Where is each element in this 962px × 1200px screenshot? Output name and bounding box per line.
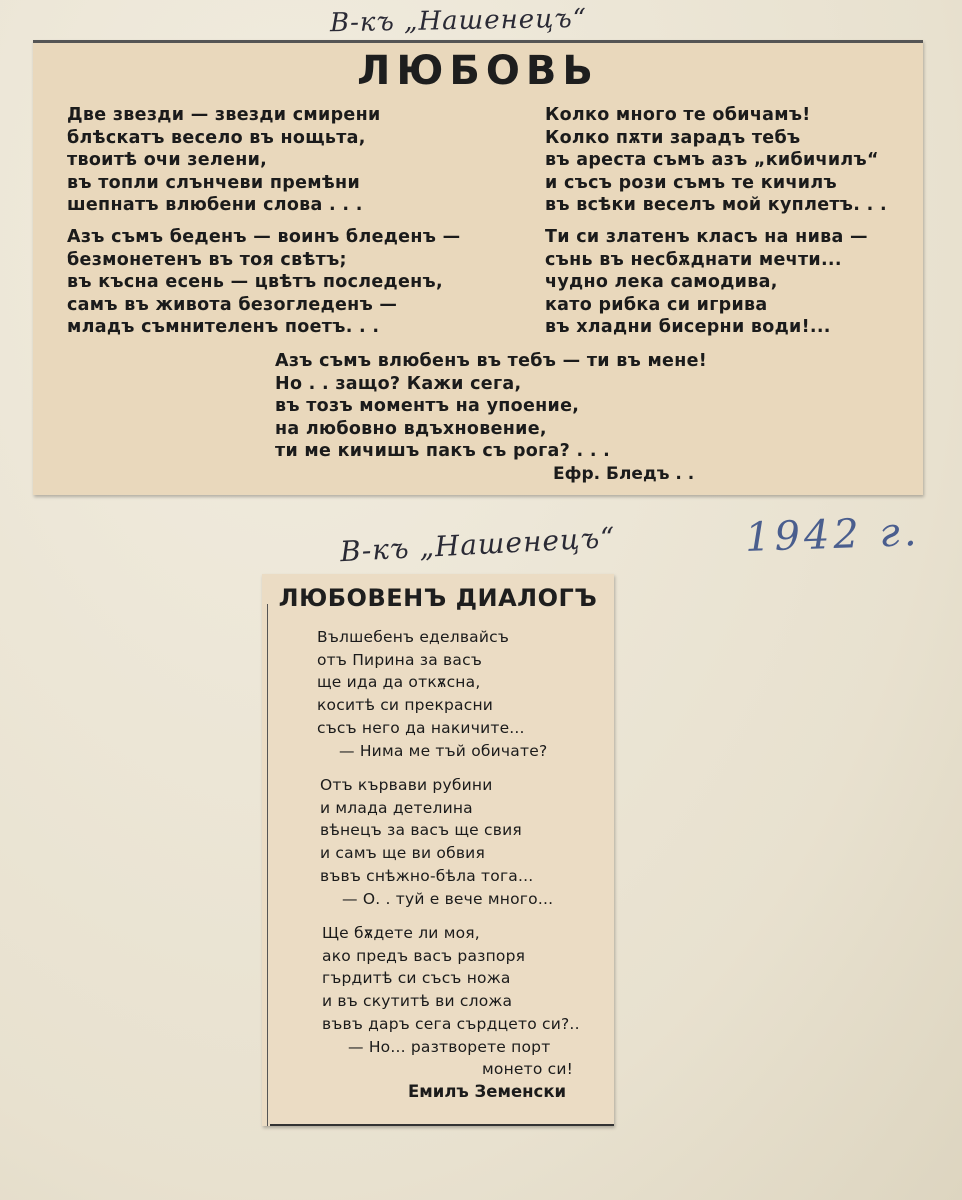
poem-line: ще ида да откѫсна, <box>317 673 481 692</box>
poem-line: ако предъ васъ разпоря <box>322 946 526 965</box>
poem-line: Колко пѫти зарадъ тебъ <box>545 127 801 148</box>
poem-line: гърдитѣ си съсъ ножа <box>322 969 511 988</box>
stanza-left-1 <box>67 104 381 217</box>
poem-line: въ топли слънчеви премѣни <box>67 172 361 193</box>
poem-line: като рибка си игрива <box>545 294 768 315</box>
clipping-top-rule <box>33 40 923 43</box>
poem-line: Азъ съмъ влюбенъ въ тебъ — ти въ мене! <box>275 351 708 371</box>
poem-author: Ефр. Бледъ . . <box>553 464 695 484</box>
poem-line: въ всѣки веселъ мой куплетъ. . . <box>545 195 887 215</box>
poem-line: коситѣ си прекрасни <box>317 696 494 715</box>
newspaper-clipping-love <box>33 40 923 495</box>
poem-line: ти ме кичишъ пакъ съ рога? . . . <box>275 441 611 461</box>
handwritten-newspaper-note-middle: В-къ „Нашенецъ“ <box>339 520 617 569</box>
poem-line: въ тозъ моментъ на упоение, <box>275 396 580 416</box>
poem-line: безмонетенъ въ тоя свѣтъ; <box>67 249 347 270</box>
poem-line: съсъ него да накичите... <box>317 718 525 737</box>
poem-line: самъ въ живота безогледенъ — <box>67 294 398 315</box>
poem-line: на любовно вдъхновение, <box>275 418 547 439</box>
poem-line: Две звезди — звезди смирени <box>67 105 381 125</box>
poem-line: Ти си златенъ класъ на нива — <box>545 227 868 247</box>
poem-title: ЛЮБОВЬ <box>357 48 599 94</box>
poem-title: ЛЮБОВЕНЪ ДИАЛОГЪ <box>278 584 598 612</box>
poem-line: сънь въ несбѫднати мечти... <box>545 249 842 270</box>
poem-line: чудно лека самодива, <box>545 272 778 292</box>
poem-line: Но . . защо? Кажи сега, <box>275 373 522 394</box>
poem-line: Азъ съмъ беденъ — воинъ бледенъ — <box>67 227 461 247</box>
poem-line: Отъ кървави рубини <box>320 776 493 794</box>
poem-line: въ късна есень — цвѣтъ последенъ, <box>67 272 443 292</box>
poem-line: Колко много те обичамъ! <box>545 105 811 125</box>
stanza-right-2 <box>545 226 868 339</box>
poem-line: — Нима ме тъй обичате? <box>339 741 548 760</box>
dialogue-stanza-1 <box>317 626 547 762</box>
dialogue-stanza-3 <box>322 922 580 1081</box>
handwritten-newspaper-note-top: В-къ „Нашенецъ“ <box>329 3 588 39</box>
newspaper-clipping-dialogue <box>262 574 614 1126</box>
poem-line: и самъ ще ви обвия <box>320 844 485 863</box>
stanza-right-1 <box>545 104 887 217</box>
stanza-left-2 <box>67 226 460 339</box>
poem-line: и въ скутитѣ ви сложа <box>322 992 513 1011</box>
clipping-left-rule <box>267 604 268 1126</box>
poem-line: Ще бѫдете ли моя, <box>322 924 480 942</box>
stanza-center <box>275 350 707 463</box>
poem-line: вѣнецъ за васъ ще свия <box>320 821 522 840</box>
poem-line: — Но... разтворете порт <box>348 1037 551 1056</box>
poem-line: — О. . туй е вече много... <box>342 889 554 908</box>
poem-line: и съсъ рози съмъ те кичилъ <box>545 172 837 193</box>
poem-line: блѣскатъ весело въ нощьта, <box>67 127 366 148</box>
poem-line: младъ съмнителенъ поетъ. . . <box>67 317 380 337</box>
poem-line: въвъ снѣжно-бѣла тога... <box>320 866 534 885</box>
clipping-bottom-rule <box>270 1124 614 1126</box>
handwritten-year: 1942 г. <box>744 508 922 562</box>
poem-line: въ ареста съмъ азъ „кибичилъ“ <box>545 150 879 170</box>
poem-line: Вълшебенъ еделвайсъ <box>317 628 509 646</box>
poem-line: шепнатъ влюбени слова . . . <box>67 195 363 215</box>
dialogue-stanza-2 <box>320 774 553 910</box>
poem-line: въвъ даръ сега сърдцето си?.. <box>322 1014 580 1033</box>
poem-line: и млада детелина <box>320 798 473 817</box>
poem-line: въ хладни бисерни води!... <box>545 317 831 337</box>
poem-line: монето си! <box>482 1060 574 1079</box>
poem-line: твоитѣ очи зелени, <box>67 150 268 170</box>
poem-author: Емилъ Земенски <box>408 1082 567 1101</box>
poem-line: отъ Пирина за васъ <box>317 650 482 669</box>
